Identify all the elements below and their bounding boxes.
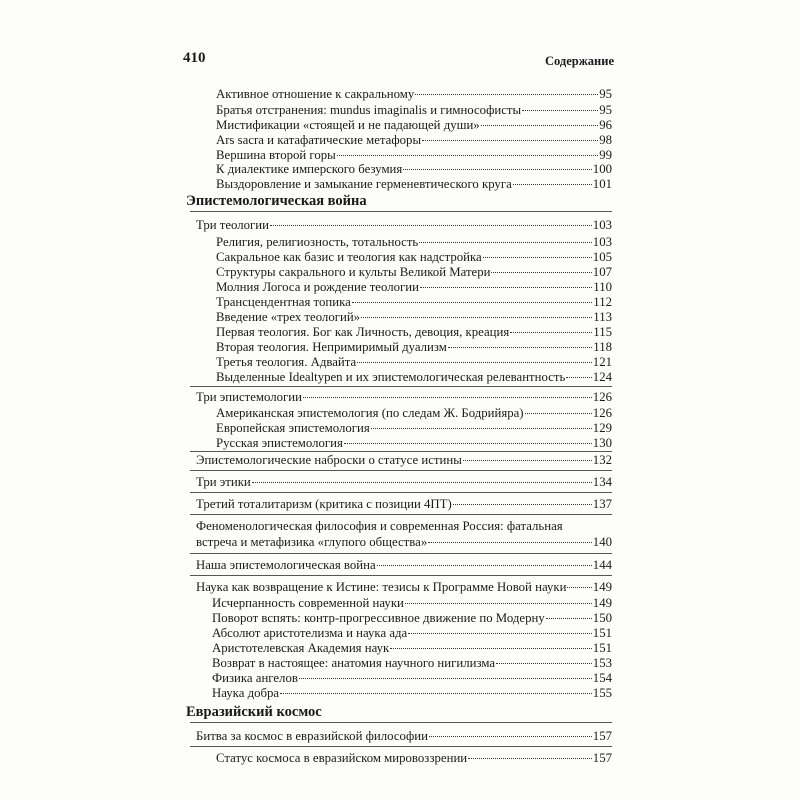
toc-chapter: Три эпистемологии 126 (196, 390, 612, 404)
section-heading: Эпистемологическая война (186, 193, 367, 209)
toc-chapter: Битва за космос в евразийской философии 157 (196, 729, 612, 743)
toc-entry: Американская эпистемология (по следам Ж. Бодрийяра) 126 (216, 406, 612, 420)
toc-entry: Братья отстранения: mundus imaginalis и гимнософисты 95 (216, 103, 612, 117)
toc-entry: Физика ангелов 154 (212, 671, 612, 685)
toc-entry: Третья теология. Адвайта 121 (216, 355, 612, 369)
toc-entry: Русская эпистемология 130 (216, 436, 612, 450)
toc-entry: Активное отношение к сакральному 95 (216, 87, 612, 101)
toc-page: 140 (592, 535, 612, 549)
toc-entry: Абсолют аристотелизма и наука ада 151 (212, 626, 612, 640)
toc-entry: Религия, религиозность, тотальность 103 (216, 235, 612, 249)
page-number: 410 (183, 50, 206, 66)
toc-chapter: Наука как возвращение к Истине: тезисы к Программе Новой науки 149 (196, 580, 612, 594)
divider (190, 492, 612, 493)
toc-entry: Введение «трех теологий» 113 (216, 310, 612, 324)
toc-chapter: Три теологии 103 (196, 218, 612, 232)
toc-chapter-line1: Феноменологическая философия и современная Россия: фатальная (196, 519, 563, 533)
divider (190, 470, 612, 471)
section-heading: Евразийский космос (186, 704, 322, 720)
toc-chapter: Наша эпистемологическая война 144 (196, 558, 612, 572)
toc-entry: Мистификации «стоящей и не падающей души» 96 (216, 118, 612, 132)
toc-entry: Исчерпанность современной науки 149 (212, 596, 612, 610)
running-title: Содержание (544, 54, 614, 68)
toc-entry: Первая теология. Бог как Личность, девоция, креация 115 (216, 325, 612, 339)
toc-entry: Трансцендентная топика 112 (216, 295, 612, 309)
divider (190, 575, 612, 576)
divider (190, 211, 612, 212)
divider (190, 514, 612, 515)
toc-entry: Поворот вспять: контр-прогрессивное движение по Модерну 150 (212, 611, 612, 625)
divider (190, 722, 612, 723)
toc-entry: К диалектике имперского безумия 100 (216, 162, 612, 176)
toc-entry: Аристотелевская Академия наук 151 (212, 641, 612, 655)
toc-chapter: Три этики 134 (196, 475, 612, 489)
toc-entry: Сакральное как базис и теология как надстройка 105 (216, 250, 612, 264)
toc-entry: Выздоровление и замыкание герменевтического круга 101 (216, 177, 612, 191)
toc-entry: Структуры сакрального и культы Великой Матери 107 (216, 265, 612, 279)
toc-chapter: Третий тоталитаризм (критика с позиции 4ПТ) 137 (196, 497, 612, 511)
toc-entry: Выделенные Idealtypen и их эпистемологическая релевантность 124 (216, 370, 612, 384)
toc-entry: Ars sacra и катафатические метафоры 98 (216, 133, 612, 147)
divider (190, 386, 612, 387)
toc-chapter: Статус космоса в евразийском мировоззрении 157 (216, 751, 612, 765)
toc-entry: Молния Логоса и рождение теологии 110 (216, 280, 612, 294)
toc-chapter (196, 518, 612, 550)
divider (190, 553, 612, 554)
toc-entry: Возврат в настоящее: анатомия научного нигилизма 153 (212, 656, 612, 670)
toc-entry: Наука добра 155 (212, 686, 612, 700)
toc-entry: Вершина второй горы 99 (216, 148, 612, 162)
toc-entry: Вторая теология. Непримиримый дуализм 118 (216, 340, 612, 354)
toc-chapter-line2: встреча и метафизика «глупого общества» (196, 535, 428, 549)
toc-chapter: Эпистемологические наброски о статусе истины 132 (196, 453, 612, 467)
divider (190, 746, 612, 747)
toc-entry: Европейская эпистемология 129 (216, 421, 612, 435)
